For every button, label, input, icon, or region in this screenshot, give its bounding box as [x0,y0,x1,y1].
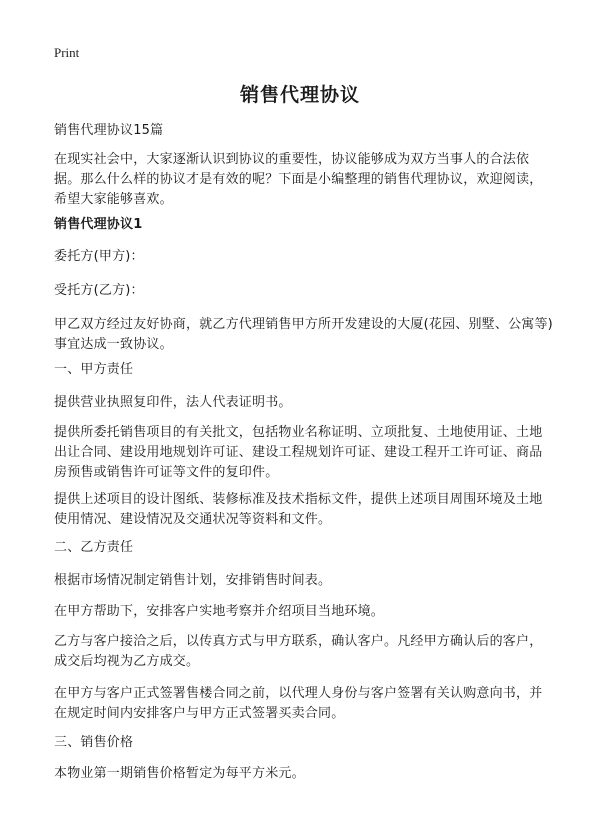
paragraph-business-license: 提供营业执照复印件，法人代表证明书。 [54,395,292,410]
paragraph-site-visit: 在甲方帮助下，安排客户实地考察并介绍项目当地环境。 [54,604,385,619]
paragraph-design-docs: 提供上述项目的设计图纸、装修标准及技术指标文件，提供上述项目周围环境及土地使用情况、建设情况及交通状况等资料和文件。 [54,492,543,527]
paragraph-agreement: 甲乙双方经过友好协商，就乙方代理销售甲方所开发建设的大厦(花园、别墅、公寓等)事宜达成一致协议。 [54,317,553,352]
paragraph-approvals: 提供所委托销售项目的有关批文，包括物业名称证明、立项批复、土地使用证、土地出让合同、建设用地规划许可证、建设工程规划许可证、建设工程开工许可证、商品房预售或销售许可证等文件的复印件。 [54,425,543,480]
print-link[interactable]: Print [54,45,80,60]
paragraph-principal: 委托方(甲方)： [54,249,144,264]
intro-paragraph: 在现实社会中，大家逐渐认识到协议的重要性，协议能够成为双方当事人的合法依据。那么什么样的协议才是有效的呢？下面是小编整理的销售代理协议，欢迎阅读，希望大家能够喜欢。 [54,152,543,207]
paragraph-price: 本物业第一期销售价格暂定为每平方米元。 [54,766,305,781]
heading-party-b-duties: 二、乙方责任 [54,540,134,555]
paragraph-confirm-client: 乙方与客户接洽之后，以传真方式与甲方联系，确认客户。凡经甲方确认后的客户，成交后均视为乙方成交。 [54,634,543,669]
heading-party-a-duties: 一、甲方责任 [54,362,134,377]
document-subtitle: 销售代理协议15篇 [54,123,164,138]
paragraph-sales-plan: 根据市场情况制定销售计划，安排销售时间表。 [54,573,332,588]
paragraph-intent-letter: 在甲方与客户正式签署售楼合同之前，以代理人身份与客户签署有关认购意向书，并在规定时间内安排客户与甲方正式签署买卖合同。 [54,686,543,721]
paragraph-agent: 受托方(乙方)： [54,283,144,298]
heading-sales-price: 三、销售价格 [54,735,134,750]
section-heading: 销售代理协议1 [54,217,143,232]
document-title: 销售代理协议 [239,84,360,106]
